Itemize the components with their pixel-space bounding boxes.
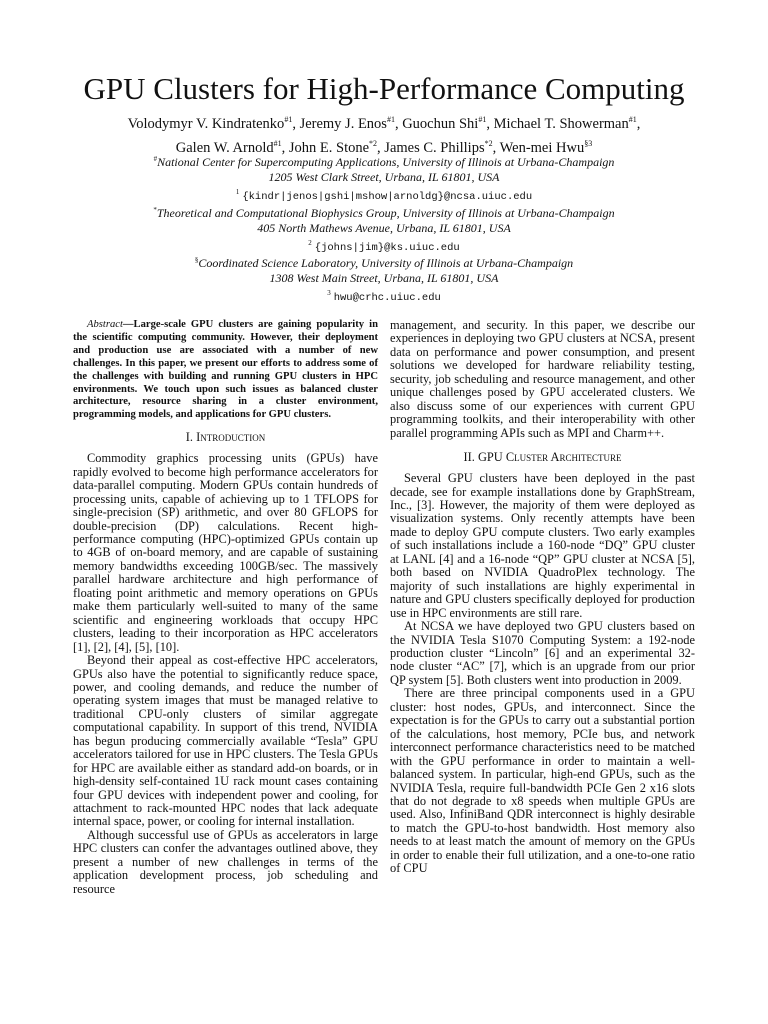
arch-paragraph-1: Several GPU clusters have been deployed in the past decade, see for example installations done by GraphStream, Inc., [3]. However, the majority of them were deployed as visualization systems. Only recently attempts have been made to deploy GPU compute clusters. Two early examples of such installations include a 160-node “DQ” GPU cluster at LANL [4] and a 16-node “QP” GPU cluster at NCSA [5], both based on NVIDIA QuadroPlex technology. The majority of such installations are highly experimental in nature and GPU clusters specifically deployed for production use in HPC environments are still rare. [390,471,695,620]
author-name: Galen W. Arnold [175,139,274,156]
arch-paragraph-3: There are three principal components used in a GPU cluster: host nodes, GPUs, and interconnect. Since the expectation is for the GPUs to carry out a substantial portion of the calculations, host memory, PCIe bus, and network interconnect performance characteristics need to be matched with the GPU performance in order to maintain a well-balanced system. In particular, high-end GPUs, such as the NVIDIA Tesla, require full-bandwidth PCIe Gen 2 x16 slots that do not degrade to x8 speeds when multiple GPUs are used. Also, InfiniBand QDR interconnect is highly desirable to match the GPU-to-host bandwidth. Host memory also needs to at least match the amount of memory on the GPUs in order to enable their full utilization, and a one-to-one ratio of CPU [390,686,695,876]
right-column [390,319,695,876]
affiliation-email: $^3$ hwu@crhc.uiuc.edu [327,289,441,304]
abstract-label: Abstract [87,319,123,330]
section-heading-gpu-cluster-architecture: II. GPU Cluster Architecture [463,450,622,465]
author-name: Volodymyr V. Kindratenko [127,115,285,132]
affiliation-org: #National Center for Supercomputing Applications, University of Illinois at Urbana-Champaign [153,155,615,169]
intro-paragraph-3: Although successful use of GPUs as accelerators in large HPC clusters can confer the advantages outlined above, they present a number of new challenges in terms of the application development process, job scheduling and resource [73,827,378,896]
author-name: John E. Stone [288,139,370,156]
author-mark: #1 [478,115,487,124]
affiliation-address: 1308 West Main Street, Urbana, IL 61801, USA [269,271,499,285]
author-name: Wen-mei Hwu [499,139,585,156]
arch-paragraph-2: At NCSA we have deployed two GPU clusters based on the NVIDIA Tesla S1070 Computing System: a 192-node production cluster “Lincoln” [6] and an experimental 32-node cluster “AC” [7], which is an upgrade from our prior QP system [5]. Both clusters went into production in 2009. [390,619,695,687]
author-mark: *2 [369,138,378,148]
author-mark: #1 [386,115,395,124]
affiliation-mark: § [194,256,199,264]
affiliation-csl [60,253,708,306]
section-heading-introduction: I. Introduction [185,430,266,445]
email-mark: 3 [327,289,331,297]
author-mark: #1 [273,138,282,148]
author-mark: §3 [584,138,593,148]
author-mark: *2 [484,138,493,148]
affiliation-address: 405 North Mathews Avenue, Urbana, IL 61801, USA [257,221,511,235]
affiliation-org: §Coordinated Science Laboratory, University of Illinois at Urbana-Champaign [194,256,574,270]
author-mark: #1 [284,115,293,124]
paper-title: GPU Clusters for High-Performance Computing [83,71,685,106]
author-line-1: Volodymyr V. Kindratenko$^{\#1}$, Jeremy J. Enos$^{\#1}$, Guochun Shi$^{\#1}$, Michael T. Showerman$^{\#1}$, [127,115,641,132]
intro-paragraph-3-continued: management, and security. In this paper, we describe our experiences in deploying two GPU clusters at NCSA, present data on performance and power consumption, and present solutions we developed for hardware reliability testing, security, job scheduling and resource management, and other unique challenges posed by GPU accelerated clusters. We also discuss some of our experiences with current GPU programming toolkits, and their interoperability with other parallel programming APIs such as MPI and Charm++. [390,318,695,440]
email-mark: 2 [308,239,312,247]
abstract [73,319,378,422]
affiliation-org: *Theoretical and Computational Biophysics Group, University of Illinois at Urbana-Champaign [153,206,615,220]
author-name: Guochun Shi [402,115,479,132]
affiliation-ncsa [60,152,708,205]
affiliation-mark: * [153,206,157,214]
intro-paragraph-2: Beyond their appeal as cost-effective HPC accelerators, GPUs also have the potential to significantly reduce space, power, and cooling demands, and reduce the number of operating system images that must be managed relative to traditional CPU-only clusters of similar aggregate computational capability. In support of this trend, NVIDIA has begun producing commercially available “Tesla” GPU accelerators tailored for use in HPC clusters. The Tesla GPUs for HPC are available either as standard add-on boards, or in high-density self-contained 1U rack mount cases containing four GPU devices with independent power and cooling, for attachment to rack-mounted HPC nodes that lack adequate internal space, power, or cooling for internal installation. [73,653,378,829]
author-line-2: Galen W. Arnold$^{\#1}$, John E. Stone$^{*2}$, James C. Phillips$^{*2}$, Wen-mei Hwu$^{\S 3}$ [175,138,593,156]
intro-paragraph-1: Commodity graphics processing units (GPUs) have rapidly evolved to become high performance accelerators for data-parallel computing. Modern GPUs contain hundreds of processing units, capable of achieving up to 1 TFLOPS for single-precision (SP) arithmetic, and over 80 GFLOPS for double-precision (DP) calculations. Recent high-performance computing (HPC)-optimized GPUs contain up to 4GB of on-board memory, and are capable of sustaining memory bandwidths exceeding 100GB/sec. The massively parallel hardware architecture and high performance of floating point arithmetic and memory operations on GPUs make them particularly well-suited to many of the same scientific and engineering workloads that occupy HPC clusters, leading to their incorporation as HPC accelerators [1], [2], [4], [5], [10]. [73,451,378,654]
abstract-text: —Large-scale GPU clusters are gaining popularity in the scientific computing community. However, their deployment and production use are associated with a number of new challenges. In this paper, we present our efforts to address some of the challenges with building and running GPU clusters in HPC environments. We touch upon such issues as balanced cluster architecture, resource sharing in a cluster environment, programming models, and applications for GPU clusters. [73,319,378,421]
left-column [73,319,378,896]
affiliation-email: $^1$ {kindr|jenos|gshi|mshow|arnoldg}@ncsa.uiuc.edu [235,188,533,203]
author-name: James C. Phillips [384,139,485,156]
author-mark: #1 [628,115,637,124]
affiliation-email: $^2$ {johns|jim}@ks.uiuc.edu [308,239,460,254]
affiliation-address: 1205 West Clark Street, Urbana, IL 61801, USA [268,170,500,184]
author-name: Michael T. Showerman [493,115,629,132]
author-name: Jeremy J. Enos [299,115,387,132]
affiliation-tcbg [60,203,708,256]
email-mark: 1 [235,188,240,196]
affiliation-mark: # [153,155,158,163]
author-list [60,110,708,158]
